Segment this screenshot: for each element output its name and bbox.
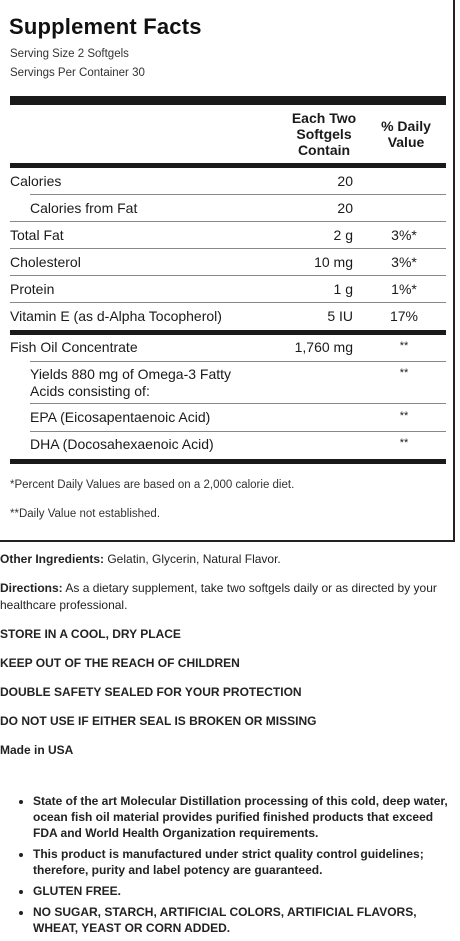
other-ingredients-text: Gelatin, Glycerin, Natural Flavor. [104,552,281,566]
divider [10,248,446,249]
nutrient-amount: 10 mg [314,254,353,270]
nutrient-name-line: Yields 880 mg of Omega-3 Fatty [30,366,232,382]
nutrient-amount: 20 [337,173,353,189]
amount-header-line: Contain [297,142,351,158]
directions [0,580,440,614]
panel-title: Supplement Facts [9,14,202,39]
nutrient-daily-value: ** [399,437,409,449]
nutrient-daily-value: ** [399,367,409,379]
nutrient-name: Calories from Fat [30,200,138,216]
divider [30,361,446,362]
nutrient-daily-value: ** [399,410,409,422]
nutrient-amount: 1,760 mg [294,339,353,355]
dv-header-line: Value [387,134,425,150]
divider [10,330,446,335]
other-ingredients [0,551,440,568]
footnote-percent-dv: *Percent Daily Values are based on a 2,000 calorie diet. [10,479,295,491]
warning-text: DO NOT USE IF EITHER SEAL IS BROKEN OR MISSING [0,714,317,728]
nutrient-name-line: Acids consisting of: [30,383,150,399]
nutrient-amount: 20 [337,200,353,216]
made-in: Made in USA [0,743,74,757]
nutrient-name: Protein [10,281,55,297]
divider [30,403,446,404]
divider [10,221,446,222]
divider [30,194,446,195]
header-bar [10,96,446,105]
divider [10,163,446,168]
nutrient-name: Total Fat [10,227,64,243]
footnote-dv-not-established: **Daily Value not established. [10,508,161,520]
amount-header-line: Softgels [296,126,352,142]
warning-text: STORE IN A COOL, DRY PLACE [0,627,181,641]
divider [10,302,446,303]
nutrient-daily-value: 3%* [391,227,417,243]
directions-text: As a dietary supplement, take two softgels daily or as directed by your healthcare professional. [0,581,437,612]
feature-item: • State of the art Molecular Distillation processing of this cold, deep water, ocean fish oil material provides purified finished products that exceed FDA and World Health Organization requirements. [33,793,448,841]
feature-item: • GLUTEN FREE. [33,883,448,899]
dv-header-line: % Daily [381,118,431,134]
daily-value-column-header [370,118,442,150]
nutrient-name: DHA (Docosahexaenoic Acid) [30,436,214,452]
serving-size: Serving Size 2 Softgels [10,48,129,60]
nutrient-name: Vitamin E (as d-Alpha Tocopherol) [10,308,222,324]
divider [30,431,446,432]
nutrient-name: Calories [10,173,62,189]
nutrient-daily-value: 3%* [391,254,417,270]
nutrient-name: Cholesterol [10,254,81,270]
nutrient-amount: 5 IU [327,308,353,324]
divider [10,459,446,464]
servings-per-container: Servings Per Container 30 [10,67,145,79]
divider [10,275,446,276]
feature-item: • This product is manufactured under strict quality control guidelines; therefore, purity and label potency are guaranteed. [33,846,448,878]
nutrient-amount: 1 g [333,281,353,297]
warning-text: KEEP OUT OF THE REACH OF CHILDREN [0,656,240,670]
nutrient-daily-value: 1%* [391,281,417,297]
warning-text: DOUBLE SAFETY SEALED FOR YOUR PROTECTION [0,685,302,699]
amount-column-header [285,110,363,158]
nutrient-amount: 2 g [333,227,353,243]
nutrient-daily-value: 17% [389,308,419,324]
other-ingredients-label: Other Ingredients: [0,552,105,566]
nutrient-name: Fish Oil Concentrate [10,339,138,355]
nutrient-name: EPA (Eicosapentaenoic Acid) [30,409,211,425]
nutrient-daily-value: ** [399,340,409,352]
feature-item: • NO SUGAR, STARCH, ARTIFICIAL COLORS, ARTIFICIAL FLAVORS, WHEAT, YEAST OR CORN ADDED. [33,904,448,936]
feature-list [0,793,448,941]
amount-header-line: Each Two [291,110,357,126]
directions-label: Directions: [0,581,63,595]
